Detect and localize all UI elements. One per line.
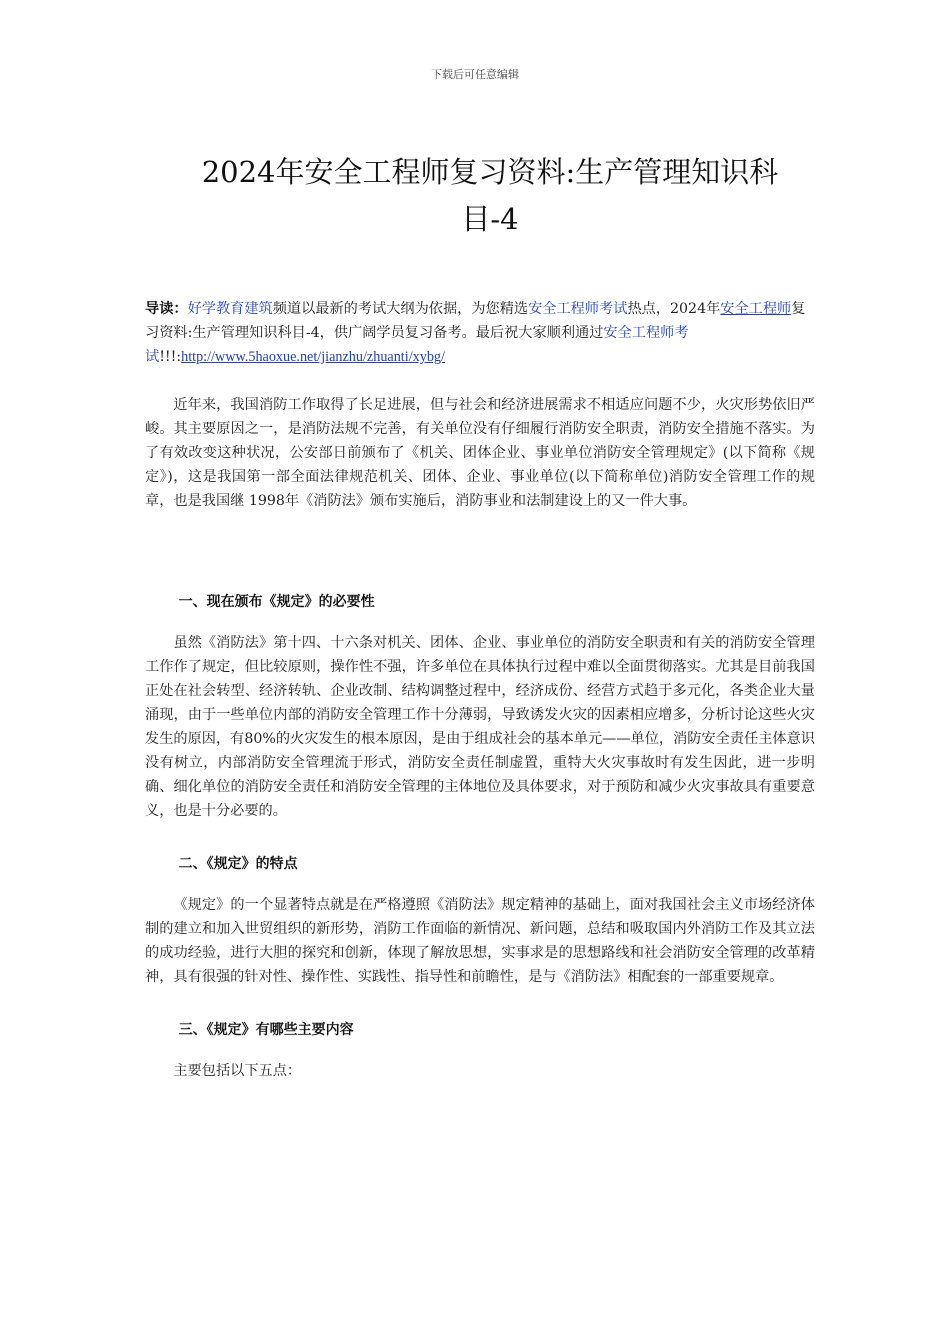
intro-text-1: 频道以最新的考试大纲为依据，为您精选	[272, 301, 529, 317]
intro-text-3: 复习资料:生产管理知识科目-4，供广阔学员复习备考。最后祝大家顺利通过	[145, 301, 806, 341]
page-header-note: 下载后可任意编辑	[431, 68, 519, 81]
title-line-2: 目-4	[461, 202, 519, 237]
link-exam-1[interactable]: 安全工程师考试	[528, 301, 628, 317]
paragraph-necessity: 虽然《消防法》第十四、十六条对机关、团体、企业、事业单位的消防安全职责和有关的消防安全管理工作作了规定，但比较原则，操作性不强，许多单位在具体执行过程中难以全面贯彻落实。尤其是目前我国正处在社会转型、经济转轨、企业改制、结构调整过程中，经济成份、经营方式趋于多元化，各类企业大量涌现，由于一些单位内部的消防安全管理工作十分薄弱，导致诱发火灾的因素相应增多，分析讨论这些火灾发生的原因，有80%的火灾发生的根本原因，是由于组成社会的基本单元——单位，消防安全责任主体意识没有树立，内部消防安全管理流于形式，消防安全责任制虚置，重特大火灾事故时有发生因此，进一步明确、细化单位的消防安全责任和消防安全管理的主体地位及具体要求，对于预防和减少火灾事故具有重要意义，也是十分必要的。	[145, 635, 815, 819]
link-exam-2[interactable]: 安全工程师考试	[145, 325, 689, 365]
section-heading-1: 一、现在颁布《规定》的必要性	[178, 593, 375, 609]
paragraph-main-contents: 主要包括以下五点：	[173, 1063, 302, 1079]
section-heading-2: 二、《规定》的特点	[178, 855, 298, 871]
section-heading-3: 三、《规定》有哪些主要内容	[178, 1021, 354, 1037]
document-title	[140, 149, 840, 243]
intro-url-link[interactable]: http://www.5haoxue.net/jianzhu/zhuanti/xybg/	[181, 349, 445, 365]
link-haoxue-jianzhu[interactable]: 好学教育建筑	[187, 301, 273, 317]
title-line-1: 2024年安全工程师复习资料:生产管理知识科	[201, 155, 779, 190]
intro-paragraph	[145, 297, 815, 369]
link-safety-engineer[interactable]: 安全工程师	[720, 301, 792, 317]
paragraph-features: 《规定》的一个显著特点就是在严格遵照《消防法》规定精神的基础上，面对我国社会主义市场经济体制的建立和加入世贸组织的新形势，消防工作面临的新情况、新问题，总结和吸取国内外消防工作及其立法的成功经验，进行大胆的探究和创新，体现了解放思想，实事求是的思想路线和社会消防安全管理的改革精神，具有很强的针对性、操作性、实践性、指导性和前瞻性，是与《消防法》相配套的一部重要规章。	[145, 897, 815, 985]
document-body	[145, 297, 815, 1083]
intro-lead: 导读：	[145, 301, 188, 317]
paragraph-background: 近年来，我国消防工作取得了长足进展，但与社会和经济进展需求不相适应问题不少，火灾形势依旧严峻。其主要原因之一，是消防法规不完善，有关单位没有仔细履行消防安全职责，消防安全措施不落实。为了有效改变这种状况，公安部日前颁布了《机关、团体企业、事业单位消防安全管理规定》(以下简称《规定》)，这是我国第一部全面法律规范机关、团体、企业、事业单位(以下简称单位)消防安全管理工作的规章，也是我国继 1998年《消防法》颁布实施后，消防事业和法制建设上的又一件大事。	[145, 397, 815, 509]
intro-text-4: !!!:	[159, 349, 182, 365]
intro-text-2: 热点，2024年	[627, 301, 721, 317]
